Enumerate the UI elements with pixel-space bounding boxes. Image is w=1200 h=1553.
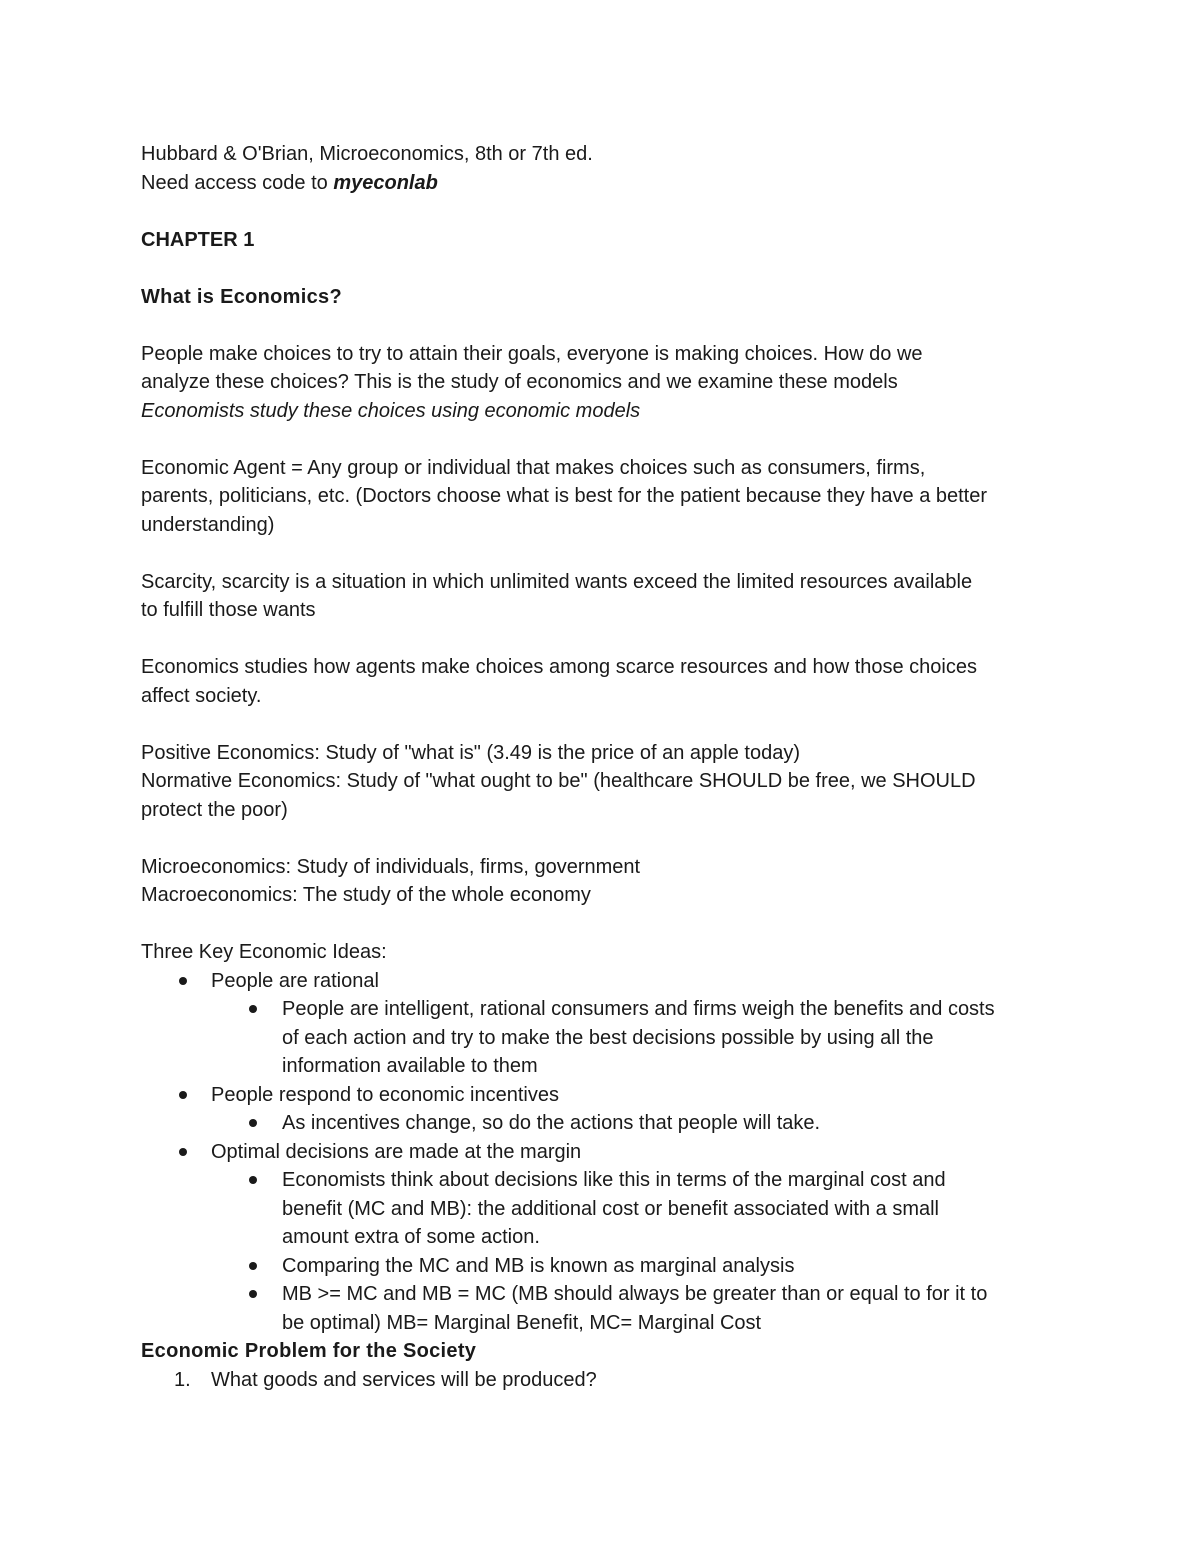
normative-economics-line-2: protect the poor) bbox=[141, 798, 288, 821]
bullet-icon bbox=[249, 1176, 257, 1184]
sub-item-line: People are intelligent, rational consumers and firms weigh the benefits and costs bbox=[282, 998, 995, 1020]
access-code-text: Need access code to bbox=[141, 171, 334, 194]
sub-item-line: MB >= MC and MB = MC (MB should always be greater than or equal to for it to bbox=[282, 1283, 988, 1305]
paragraph-agent-line-3: understanding) bbox=[141, 513, 275, 536]
list-item bbox=[141, 1166, 1071, 1252]
macroeconomics-definition: Macroeconomics: The study of the whole economy bbox=[141, 884, 591, 906]
list-item bbox=[141, 1138, 1071, 1167]
section-title: What is Economics? bbox=[141, 285, 342, 308]
list-item bbox=[141, 967, 1071, 996]
list-item bbox=[141, 1081, 1071, 1110]
sub-item-line: Comparing the MC and MB is known as marginal analysis bbox=[282, 1254, 795, 1277]
bullet-icon bbox=[249, 1119, 257, 1127]
problem-section-title: Economic Problem for the Society bbox=[141, 1340, 477, 1362]
paragraph-studies-line-2: affect society. bbox=[141, 684, 262, 707]
sub-item-line: of each action and try to make the best decisions possible by using all the bbox=[282, 1026, 934, 1049]
access-code-note bbox=[141, 169, 1071, 198]
paragraph-scarcity-line-1: Scarcity, scarcity is a situation in which unlimited wants exceed the limited resources available bbox=[141, 570, 973, 593]
chapter-title: CHAPTER 1 bbox=[141, 228, 255, 251]
problem-text: What goods and services will be produced? bbox=[211, 1368, 597, 1391]
list-item bbox=[141, 1252, 1071, 1281]
bullet-icon bbox=[179, 1148, 187, 1156]
textbook-reference: Hubbard & O'Brian, Microeconomics, 8th or 7th ed. bbox=[141, 143, 593, 165]
list-item bbox=[141, 1109, 1071, 1138]
paragraph-agent-line-2: parents, politicians, etc. (Doctors choose what is best for the patient because they have a better bbox=[141, 485, 988, 507]
sub-item-line: Economists think about decisions like this in terms of the marginal cost and bbox=[282, 1169, 946, 1191]
idea-label: Optimal decisions are made at the margin bbox=[211, 1140, 582, 1163]
bullet-icon bbox=[249, 1005, 257, 1013]
idea-label: People are rational bbox=[211, 969, 379, 992]
paragraph-choices-line-2: analyze these choices? This is the study of economics and we examine these models bbox=[141, 371, 898, 393]
list-item bbox=[141, 1366, 1071, 1395]
sub-item-line: benefit (MC and MB): the additional cost or benefit associated with a small bbox=[282, 1197, 939, 1220]
paragraph-agent-line-1: Economic Agent = Any group or individual that makes choices such as consumers, firms, bbox=[141, 456, 926, 479]
sub-item-line: information available to them bbox=[282, 1055, 538, 1077]
bullet-icon bbox=[249, 1262, 257, 1270]
normative-economics-line-1: Normative Economics: Study of "what ought to be" (healthcare SHOULD be free, we SHOULD bbox=[141, 770, 976, 792]
paragraph-studies-line-1: Economics studies how agents make choices among scarce resources and how those choices bbox=[141, 656, 977, 678]
sub-item-line: amount extra of some action. bbox=[282, 1226, 540, 1248]
list-item bbox=[141, 995, 1071, 1081]
microeconomics-definition: Microeconomics: Study of individuals, firms, government bbox=[141, 855, 641, 878]
list-number: 1. bbox=[174, 1368, 191, 1391]
positive-economics: Positive Economics: Study of "what is" (3.49 is the price of an apple today) bbox=[141, 741, 800, 764]
bullet-icon bbox=[179, 977, 187, 985]
myeconlab-emphasis: myeconlab bbox=[333, 171, 438, 194]
list-item bbox=[141, 1280, 1071, 1337]
paragraph-scarcity-line-2: to fulfill those wants bbox=[141, 599, 316, 621]
idea-label: People respond to economic incentives bbox=[211, 1083, 559, 1106]
problems-list bbox=[141, 1366, 1071, 1395]
three-ideas-heading: Three Key Economic Ideas: bbox=[141, 941, 387, 963]
document-body bbox=[141, 140, 1071, 1394]
bullet-icon bbox=[249, 1290, 257, 1298]
paragraph-choices-line-1: People make choices to try to attain their goals, everyone is making choices. How do we bbox=[141, 342, 923, 365]
sub-item-line: As incentives change, so do the actions that people will take. bbox=[282, 1112, 821, 1134]
bullet-icon bbox=[179, 1091, 187, 1099]
key-ideas-list bbox=[141, 967, 1071, 1338]
sub-item-line: be optimal) MB= Marginal Benefit, MC= Marginal Cost bbox=[282, 1311, 762, 1334]
paragraph-choices-italic: Economists study these choices using economic models bbox=[141, 399, 641, 422]
